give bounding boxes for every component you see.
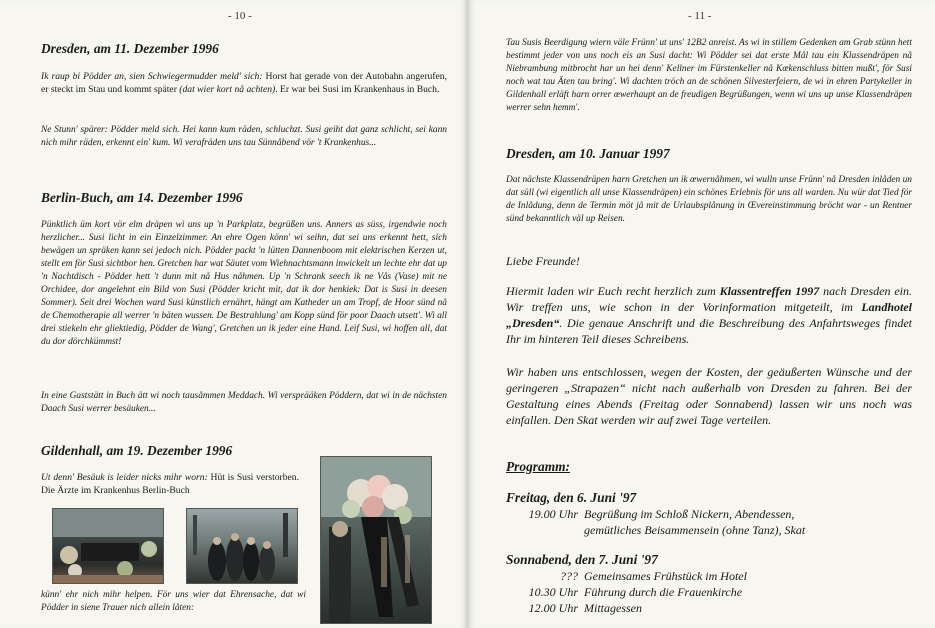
wreath-photo bbox=[320, 456, 432, 624]
program-row bbox=[506, 522, 805, 538]
paragraph-normal-part: Horst hat gerade von der Autobahn angerufen, er steckt im Stau und kommt später bbox=[41, 71, 447, 95]
letter-salutation: Liebe Freunde! bbox=[506, 254, 580, 268]
right-page bbox=[468, 0, 935, 628]
paragraph bbox=[41, 471, 299, 497]
letter-text: Hiermit laden wir Euch recht herzlich zum bbox=[506, 284, 720, 298]
paragraph-italic-part: Ut denn' Besäuk is leider nicks mihr worn: bbox=[41, 472, 208, 483]
program-time: 12.00 Uhr bbox=[528, 601, 578, 615]
paragraph: Dat nächste Klassendräpen harn Gretchen un ik œwernåhmen, wi wulln unse Frünn' nå Dresden inlåden un dat süll (wi eigentlich all unse Klassendräpen) ein schönes Erlebnis för uns all warden. Nu wür dat Tied för de Inlådung, denn de Termin möt jå mit de Urlaubsplånung in Œvereinstimmung bröcht war - un Rentner sünd bekanntlich väl up Reisen. bbox=[506, 175, 912, 224]
program-description: Führung durch die Frauenkirche bbox=[584, 585, 743, 599]
program-time: 19.00 Uhr bbox=[528, 507, 578, 521]
letter-text: . Die genaue Anschrift und die Beschreibung des Anfahrtsweges findet Ihr im hinteren Teil dieses Schreibens. bbox=[506, 316, 912, 346]
program-time: 10.30 Uhr bbox=[528, 585, 578, 599]
paragraph: In eine Gaststätt in Buch ätt wi noch tausåmmen Meddach. Wi versprääken Pöddern, dat wi in de nächsten Daach Susi werrer besäuken... bbox=[41, 391, 447, 414]
paragraph: Tau Susis Beerdigung wiern väle Frünn' ut uns' 12B2 anreist. As wi in stillem Gedenken am Grab stünn hett bestimmt jeder von uns noch eis an Susi dacht: Wi Pödder sei dat erste Mål tau ein Klassendräpen nå Niebrambung mitbrocht har un hei denn' Kellner im Fürstenkeller nå Kœkenschluss bitten mußt', för Susi noch wat tau Äten tau bring'. Wi dachten tröch an de schönen Silvesterfeiern, de wi in ehren Partykeller in Gildenhall erläft harn orrer œwerhaupt an de freudigen Begrüßungen, wenn wi uns up unse Klassendräpen werrer sehn hemm'. bbox=[506, 38, 912, 113]
program-row bbox=[506, 600, 642, 616]
page-number: - 11 - bbox=[688, 10, 712, 22]
paragraph bbox=[41, 70, 447, 96]
paragraph-normal-part: Hüt is Susi verstorben. Die Ärzte im Krankenhus Berlin-Buch bbox=[41, 472, 299, 496]
program-description: Begrüßung im Schloß Nickern, Abendessen, bbox=[584, 507, 795, 521]
program-description: Gemeinsames Frühstück im Hotel bbox=[584, 569, 747, 583]
section-heading: Dresden, am 10. Januar 1997 bbox=[506, 146, 670, 161]
event-name: Klassentreffen 1997 bbox=[719, 284, 820, 298]
letter-paragraph: Wir haben uns entschlossen, wegen der Kosten, der geäußerten Wünsche und der geringeren „Strapazen“ nicht nach außerhalb von Dresden zu fahren. Bei der Gestaltung eines Abends (Freitag oder Sonnabend) lassen wir uns noch was einfallen. Den Skat werden wir auf zwei Tage verteilen. bbox=[506, 365, 912, 427]
hotel-name: Landhotel „Dresden“ bbox=[506, 300, 912, 330]
section-heading: Gildenhall, am 19. Dezember 1996 bbox=[41, 443, 233, 458]
program-description: Mittagessen bbox=[584, 601, 642, 615]
program-time: ??? bbox=[560, 569, 578, 583]
paragraph-italic-part: (dat wier kort nå achten) bbox=[179, 84, 276, 95]
funeral-photo bbox=[52, 508, 164, 584]
paragraph: Ne Stunn' spärer: Pödder meld sich. Hei kann kum räden, schluchzt. Susi geiht dat ganz schlicht, sei kann nich mihr räden, erkennt ein' kum. Wi verafräden uns tau Sünnåbend vör 't Krankenhus... bbox=[41, 125, 447, 148]
page-number: - 10 - bbox=[228, 10, 252, 22]
wreath-photo-image bbox=[321, 457, 431, 623]
mourners-photo-image bbox=[187, 509, 297, 583]
funeral-photo-image bbox=[53, 509, 163, 583]
section-heading: Dresden, am 11. Dezember 1996 bbox=[41, 41, 219, 56]
program-heading: Programm: bbox=[506, 459, 570, 474]
mourners-photo bbox=[186, 508, 298, 584]
program-row bbox=[506, 568, 747, 584]
letter-text: nach Dresden ein. Wir treffen uns, wie schon in der Vorinformation mitgeteilt, im bbox=[506, 284, 912, 314]
program-day: Freitag, den 6. Juni '97 bbox=[506, 490, 637, 505]
paragraph-normal-part: . Er war bei Susi im Krankenhaus in Buch. bbox=[275, 84, 440, 95]
letter-paragraph bbox=[506, 283, 912, 347]
paragraph: Pünktlich üm kort vör elm dräpen wi uns up 'n Parkplatz, begrüßen uns. Anners as süss, irgendwie noch herzlicher... Susi licht in ein Einzelzimmer. An ehre Ogen könn' wi seihn, dat sei uns erkennt hett, sich bewägen un spräken kann sei jedoch nich. Pödder packt 'n lütten Dannenboom mit elektrischen Kerzen ut, stellt em för Susi sichtbor hen. Gretchen har wat Säutet vom Wiehnachtsmann inwickelt un lechte ehr dat up 'n Nachtdisch - Pödder hett 't dunn mit nå Hus nåhmen. Up 'n Schrank seech ik ne Vås (Vase) mit ne Orchidee, dor angelehnt ein Bild von Susi (Pödder kricht mit, dat ik dor henkiek: Dat is Susi in deesen Sommer). Seit drei Wochen ward Susi künstlich ernährt, hängt am Katheder un am Tropf, de Hoor sünd nå de Chemotherapie all werrer 'n bäten wussen. De Bestrahlung' am Kopp sünd för poor Daach utsett'. Wi all drei stiekeln ehr gliektiedig, Pödder de Wang', Gretchen un ik jeder eine Hand. Leif Susi, wi hoffen all, dat du dor dörchkümmst! bbox=[41, 220, 447, 347]
left-page bbox=[0, 0, 467, 628]
program-day: Sonnabend, den 7. Juni '97 bbox=[506, 552, 658, 567]
program-row bbox=[506, 584, 742, 600]
paragraph-italic-part: Ik raup bi Pödder an, sien Schwiegermudder meld' sich: bbox=[41, 71, 263, 82]
paragraph: künn' ehr nich mihr helpen. För uns wier dat Ehrensache, dat wi Pödder in siene Trauer nich allein låten: bbox=[41, 590, 306, 613]
section-heading: Berlin-Buch, am 14. Dezember 1996 bbox=[41, 190, 243, 205]
program-description: gemütliches Beisammensein (ohne Tanz), Skat bbox=[584, 523, 806, 537]
program-row bbox=[506, 506, 794, 522]
